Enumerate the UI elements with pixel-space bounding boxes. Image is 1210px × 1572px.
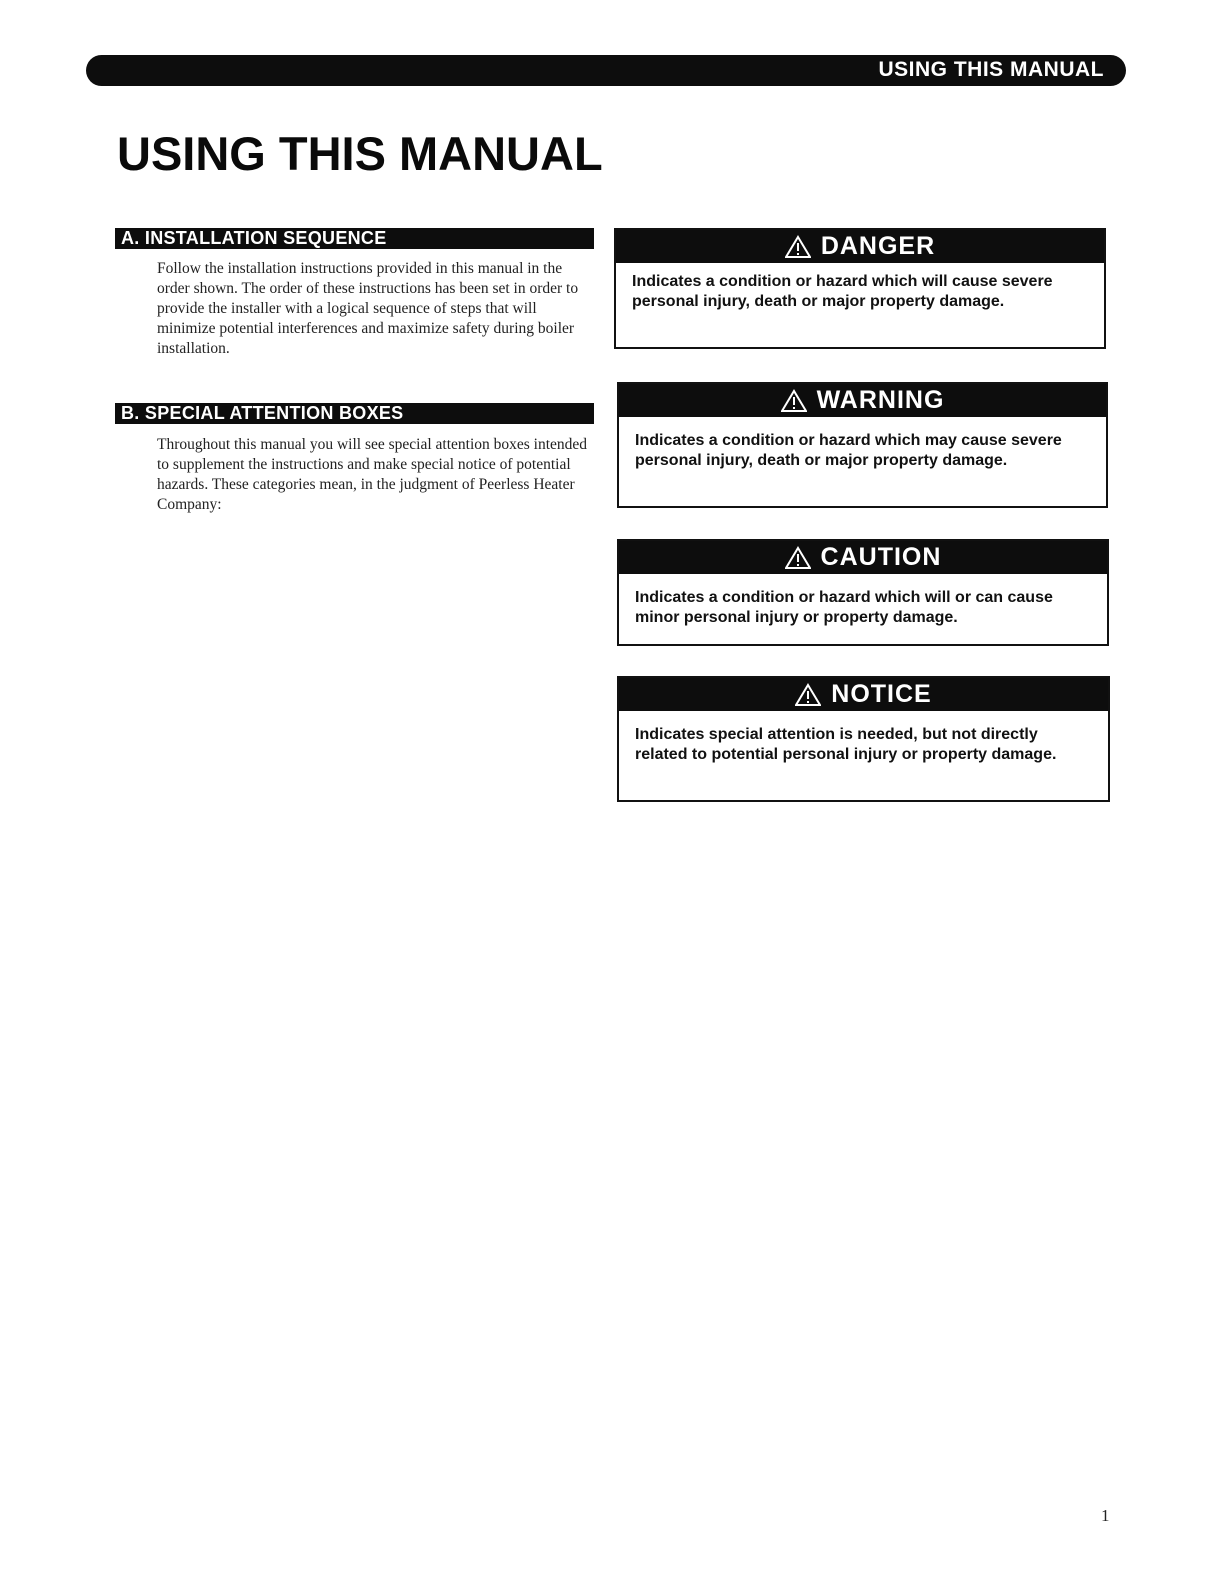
section-body-installation-sequence: Follow the installation instructions provided in this manual in the order shown. The order of these instructions has been set in order to provide the installer with a logical sequence of steps that will minimize potential interferences and maximize safety during boiler installation. (157, 260, 579, 357)
section-heading-special-attention-boxes: B. SPECIAL ATTENTION BOXES (115, 403, 594, 424)
danger-header (616, 230, 1104, 263)
warning-text: Indicates a condition or hazard which may cause severe personal injury, death or major property damage. (635, 432, 1062, 469)
caution-box (617, 539, 1109, 646)
caution-label: CAUTION (820, 543, 942, 571)
notice-label: NOTICE (831, 680, 932, 708)
warning-box (617, 382, 1108, 508)
notice-box (617, 676, 1110, 802)
caution-header (619, 541, 1107, 574)
header-title: USING THIS MANUAL (878, 58, 1104, 81)
notice-text: Indicates special attention is needed, but not directly related to potential personal injury or property damage. (635, 726, 1057, 763)
warning-label: WARNING (816, 386, 945, 414)
danger-box (614, 228, 1106, 349)
caution-text: Indicates a condition or hazard which will or can cause minor personal injury or property damage. (635, 589, 1053, 626)
danger-text: Indicates a condition or hazard which will cause severe personal injury, death or major property damage. (632, 273, 1053, 310)
warning-triangle-icon (785, 235, 811, 259)
page-number: 1 (1101, 1506, 1110, 1525)
warning-triangle-icon (795, 683, 821, 707)
danger-label: DANGER (820, 232, 936, 260)
warning-header (619, 384, 1106, 417)
section-body-special-attention-boxes: Throughout this manual you will see special attention boxes intended to supplement the instructions and make special notice of potential hazards. These categories mean, in the judgment of Peerless Heater Company: (157, 436, 588, 513)
notice-header (619, 678, 1108, 711)
page-title: USING THIS MANUAL (117, 127, 603, 180)
header-bar (86, 55, 1126, 86)
warning-triangle-icon (785, 546, 811, 570)
warning-triangle-icon (781, 389, 807, 413)
section-heading-installation-sequence: A. INSTALLATION SEQUENCE (115, 228, 594, 249)
